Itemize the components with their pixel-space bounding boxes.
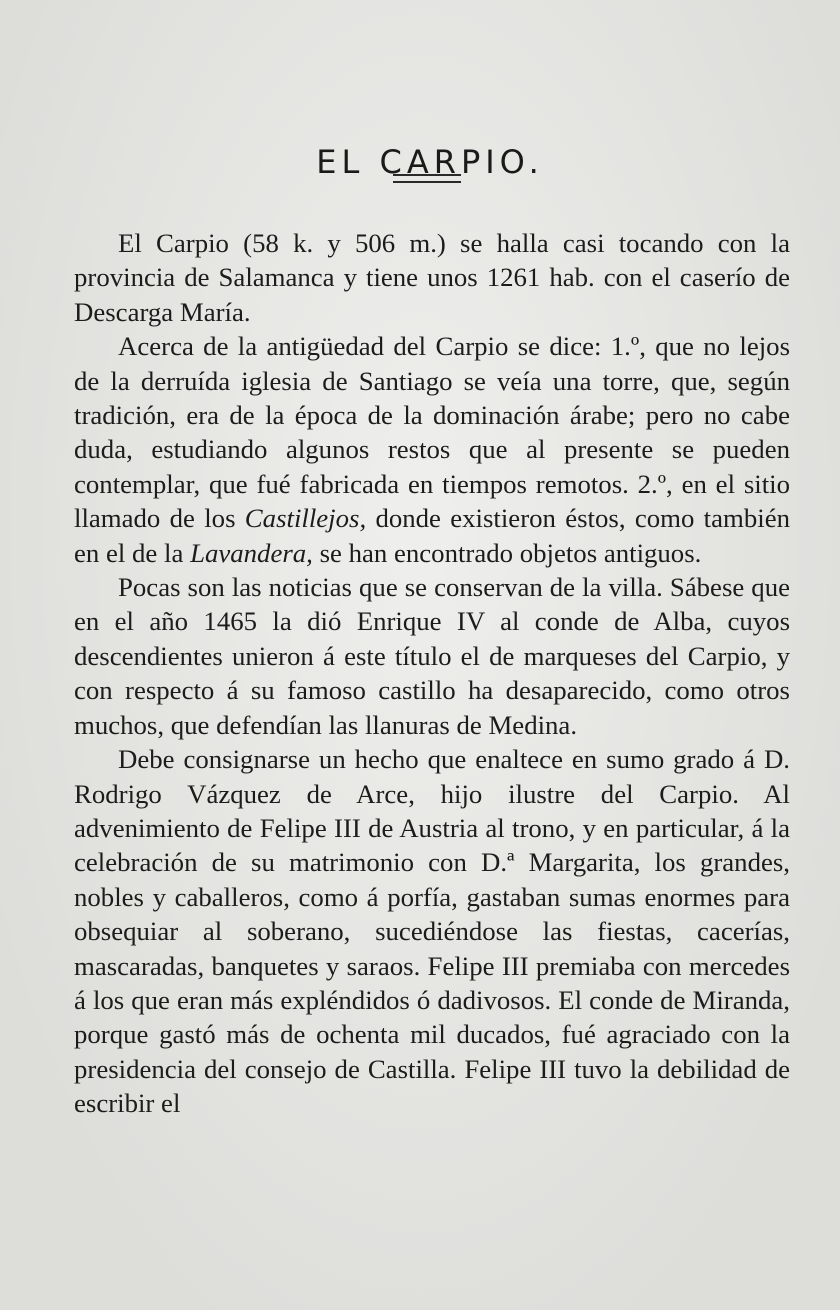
text-run: Acerca de la antigüedad del Carpio se dice: 1.º, que no lejos de la derruída iglesia de Santiago se veía una torre, que, según tradición, era de la época de la dominación árabe; pero no cabe duda, estudiando algunos restos que al presente se pueden contemplar, que fué fabricada en tiempos remotos. 2.º, en el sitio llamado de los — [74, 331, 790, 534]
italic-place-name: Lavandera, — [190, 537, 313, 568]
title-rule-upper — [393, 174, 461, 176]
title-rule-lower — [393, 181, 461, 183]
text-run: Pocas son las noticias que se conservan de la villa. Sábese que en el año 1465 la dió Enrique IV al conde de Alba, cuyos descendientes unieron á este título el de marqueses del Carpio, y con respecto á su famoso castillo ha desaparecido, como otros muchos, que defendían las llanuras de Medina. — [74, 572, 790, 740]
paragraph — [74, 570, 790, 742]
body-text — [74, 226, 790, 1121]
paragraph — [74, 329, 790, 570]
text-run: Debe consignarse un hecho que enaltece en sumo grado á D. Rodrigo Vázquez de Arce, hijo ilustre del Carpio. Al advenimiento de Felipe III de Austria al trono, y en particular, á la celebración de su matrimonio con D.ª Margarita, los grandes, nobles y caballeros, como á porfía, gastaban sumas enormes para obsequiar al soberano, sucediéndose las fiestas, cacerías, mascaradas, banquetes y saraos. Felipe III premiaba con mercedes á los que eran más expléndidos ó dadivosos. El conde de Miranda, porque gastó más de ochenta mil ducados, fué agraciado con la presidencia del consejo de Castilla. Felipe III tuvo la debilidad de escribir el — [74, 744, 790, 1119]
text-run: El Carpio (58 k. y 506 m.) se halla casi tocando con la provincia de Salamanca y tiene unos 1261 hab. con el caserío de Descarga María. — [74, 228, 790, 327]
paragraph — [74, 226, 790, 329]
text-run: se han encontrado objetos antiguos. — [312, 537, 702, 568]
text-run: donde existieron éstos, como también en el de la — [74, 503, 790, 568]
italic-place-name: Castillejos, — [244, 503, 367, 534]
page-title: EL CARPIO. — [316, 143, 544, 182]
paragraph — [74, 742, 790, 1120]
